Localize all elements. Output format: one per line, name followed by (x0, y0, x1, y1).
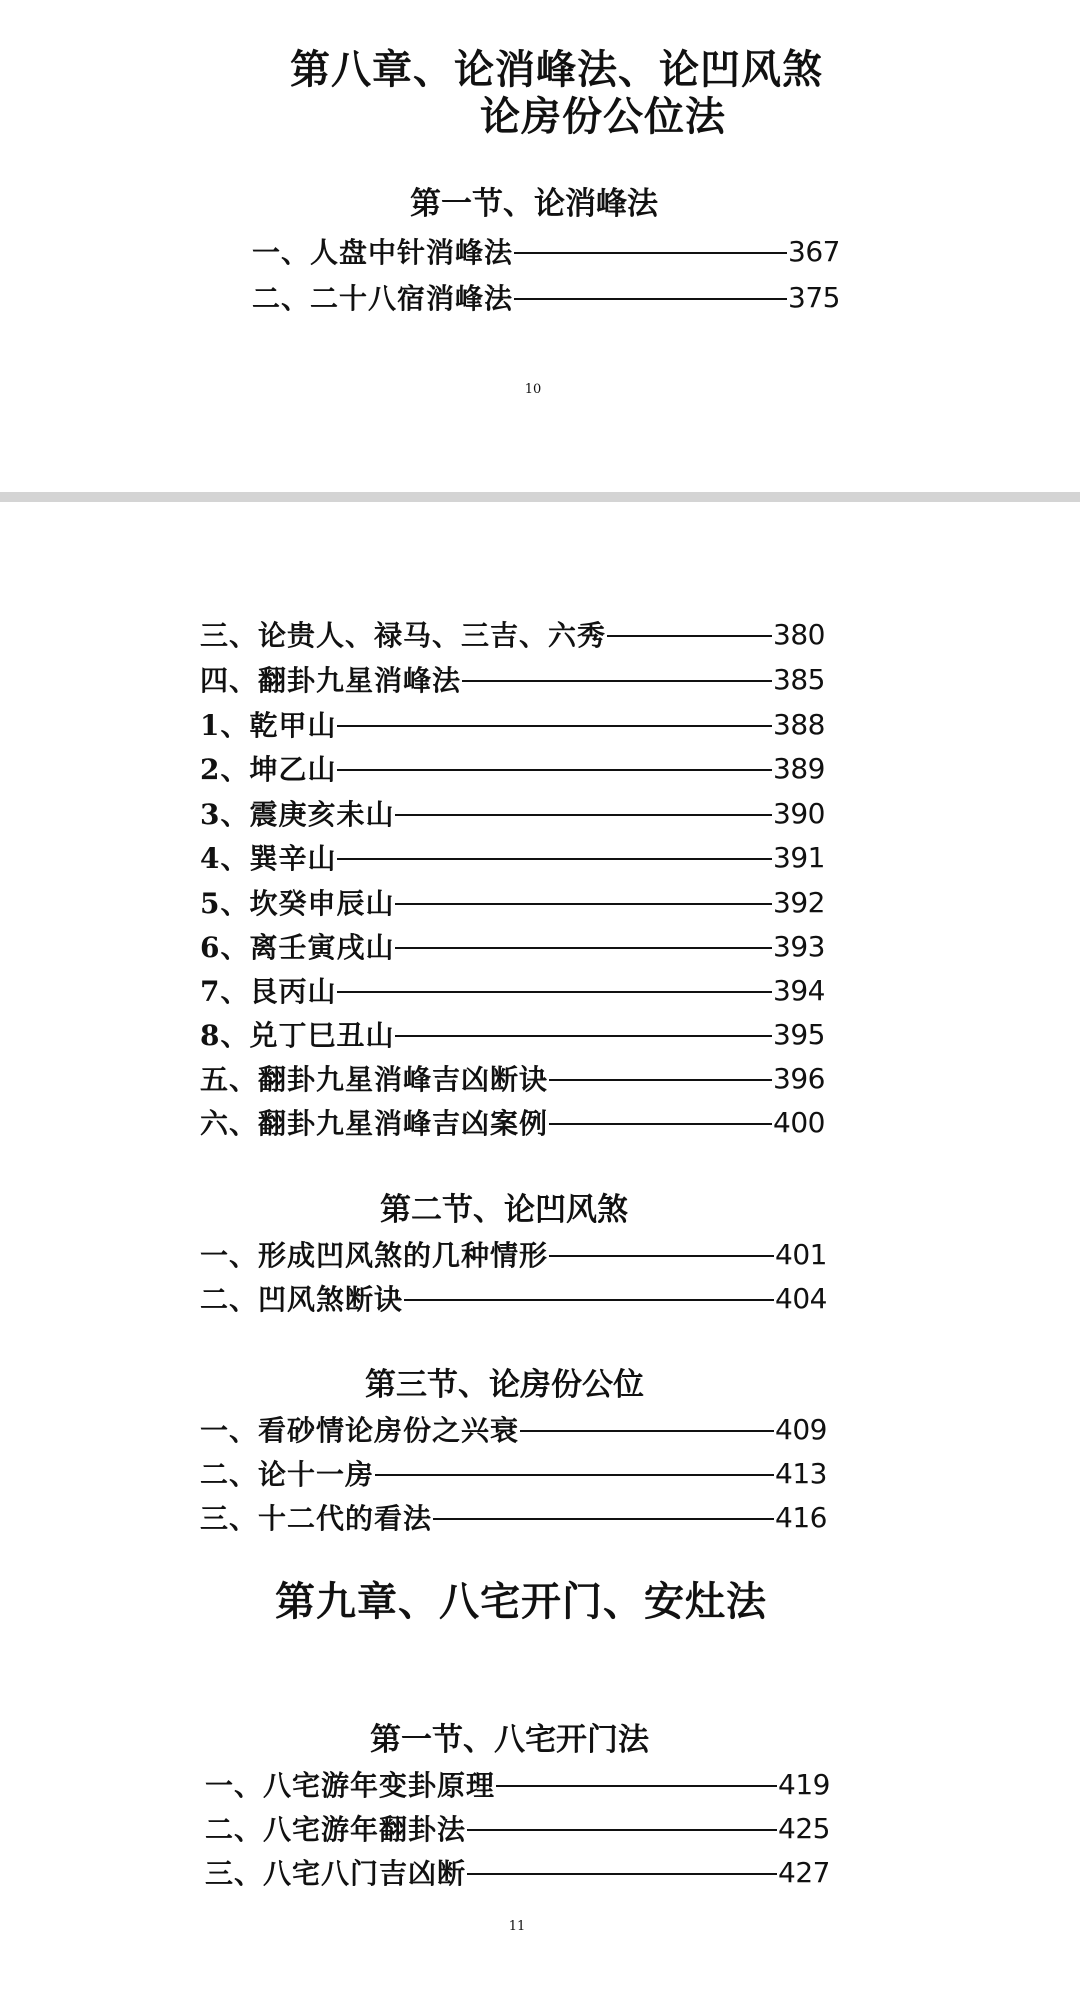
toc-entry-page-number: 391 (773, 840, 825, 874)
toc-entry-page-number: 367 (788, 234, 840, 268)
toc-entry (200, 1014, 825, 1054)
toc-entry-label: 7、艮丙山 (200, 975, 337, 1008)
toc-entry-page-number: 427 (778, 1855, 830, 1889)
document-page-11 (0, 502, 1080, 2006)
toc-entry (200, 1497, 827, 1537)
toc-entry (200, 748, 825, 788)
toc-leader-line (375, 1474, 774, 1476)
toc-entry-page-number: 385 (773, 662, 825, 696)
toc-entry-page-number: 375 (788, 280, 840, 314)
toc-leader-line (607, 635, 772, 637)
toc-leader-line (549, 1123, 772, 1125)
toc-leader-line (549, 1255, 774, 1257)
toc-entry (200, 882, 825, 922)
toc-entry-label: 1、乾甲山 (200, 709, 337, 742)
toc-entry-page-number: 401 (775, 1237, 827, 1271)
toc-leader-line (404, 1299, 774, 1301)
toc-leader-line (395, 903, 772, 905)
chapter-9-title: 第九章、八宅开门、安灶法 (275, 1579, 767, 1625)
toc-entry (200, 793, 825, 833)
toc-entry-page-number: 388 (773, 707, 825, 741)
toc-entry-page-number: 419 (778, 1767, 830, 1801)
toc-leader-line (467, 1873, 777, 1875)
toc-entry-page-number: 413 (775, 1456, 827, 1490)
toc-entry (200, 837, 825, 877)
toc-entry (200, 1278, 827, 1318)
toc-entry-page-number: 396 (773, 1061, 825, 1095)
toc-leader-line (496, 1785, 777, 1787)
section-2-title: 第二节、论凹风煞 (380, 1192, 628, 1228)
chapter-9-section-1-title: 第一节、八宅开门法 (370, 1722, 649, 1758)
toc-entry-label: 2、坤乙山 (200, 753, 337, 786)
toc-entry-label: 二、论十一房 (200, 1458, 375, 1491)
toc-entry (200, 1102, 825, 1142)
page-number: 11 (508, 1919, 526, 1934)
toc-entry-label: 一、形成凹风煞的几种情形 (200, 1239, 549, 1272)
toc-entry-page-number: 380 (773, 617, 825, 651)
chapter-8-title-line-2: 论房份公位法 (480, 94, 726, 140)
toc-entry-page-number: 390 (773, 796, 825, 830)
toc-entry-page-number: 395 (773, 1017, 825, 1051)
toc-entry-label: 8、兑丁巳丑山 (200, 1019, 395, 1052)
toc-entry-page-number: 416 (775, 1500, 827, 1534)
toc-entry (200, 970, 825, 1010)
toc-entry (205, 1808, 830, 1848)
toc-entry-page-number: 404 (775, 1281, 827, 1315)
toc-leader-line (514, 252, 787, 254)
toc-leader-line (433, 1518, 774, 1520)
toc-entry (200, 1234, 827, 1274)
toc-entry-page-number: 393 (773, 929, 825, 963)
toc-leader-line (514, 298, 787, 300)
toc-leader-line (395, 947, 772, 949)
toc-entry-label: 一、看砂情论房份之兴衰 (200, 1414, 520, 1447)
toc-entry-label: 六、翻卦九星消峰吉凶案例 (200, 1107, 549, 1140)
toc-entry-page-number: 392 (773, 885, 825, 919)
toc-entry-label: 二、八宅游年翻卦法 (205, 1813, 467, 1846)
toc-leader-line (337, 991, 772, 993)
toc-entry-label: 二、二十八宿消峰法 (252, 282, 514, 315)
document-page-10 (0, 0, 1080, 492)
toc-entry-page-number: 425 (778, 1811, 830, 1845)
toc-leader-line (520, 1430, 774, 1432)
toc-entry (200, 1058, 825, 1098)
chapter-8-title-line-1: 第八章、论消峰法、论凹风煞 (290, 47, 823, 93)
toc-leader-line (467, 1829, 777, 1831)
toc-leader-line (549, 1079, 772, 1081)
toc-entry (205, 1852, 830, 1892)
toc-entry-label: 三、论贵人、禄马、三吉、六秀 (200, 619, 607, 652)
toc-entry-label: 一、人盘中针消峰法 (252, 236, 514, 269)
toc-entry (252, 231, 840, 271)
toc-entry-label: 四、翻卦九星消峰法 (200, 664, 462, 697)
page-separator (0, 492, 1080, 502)
toc-entry (200, 614, 825, 654)
toc-leader-line (337, 769, 772, 771)
toc-leader-line (395, 1035, 772, 1037)
toc-entry (200, 704, 825, 744)
page-number: 10 (524, 382, 542, 397)
toc-leader-line (337, 858, 772, 860)
toc-leader-line (337, 725, 772, 727)
toc-entry-label: 二、凹风煞断诀 (200, 1283, 404, 1316)
toc-entry (200, 659, 825, 699)
toc-entry (200, 1409, 827, 1449)
toc-entry (200, 1453, 827, 1493)
toc-entry-page-number: 409 (775, 1412, 827, 1446)
toc-entry-page-number: 400 (773, 1105, 825, 1139)
toc-entry-label: 4、巽辛山 (200, 842, 337, 875)
toc-entry (205, 1764, 830, 1804)
toc-entry-label: 一、八宅游年变卦原理 (205, 1769, 496, 1802)
toc-entry-label: 三、八宅八门吉凶断 (205, 1857, 467, 1890)
toc-entry-label: 3、震庚亥未山 (200, 798, 395, 831)
toc-entry-label: 6、离壬寅戌山 (200, 931, 395, 964)
toc-entry-label: 5、坎癸申辰山 (200, 887, 395, 920)
toc-entry-page-number: 394 (773, 973, 825, 1007)
section-3-title: 第三节、论房份公位 (365, 1367, 644, 1403)
toc-leader-line (395, 814, 772, 816)
toc-entry-page-number: 389 (773, 751, 825, 785)
toc-entry (200, 926, 825, 966)
toc-entry-label: 五、翻卦九星消峰吉凶断诀 (200, 1063, 549, 1096)
toc-entry-label: 三、十二代的看法 (200, 1502, 433, 1535)
toc-entry (252, 277, 840, 317)
toc-leader-line (462, 680, 772, 682)
section-1-title: 第一节、论消峰法 (410, 186, 658, 222)
